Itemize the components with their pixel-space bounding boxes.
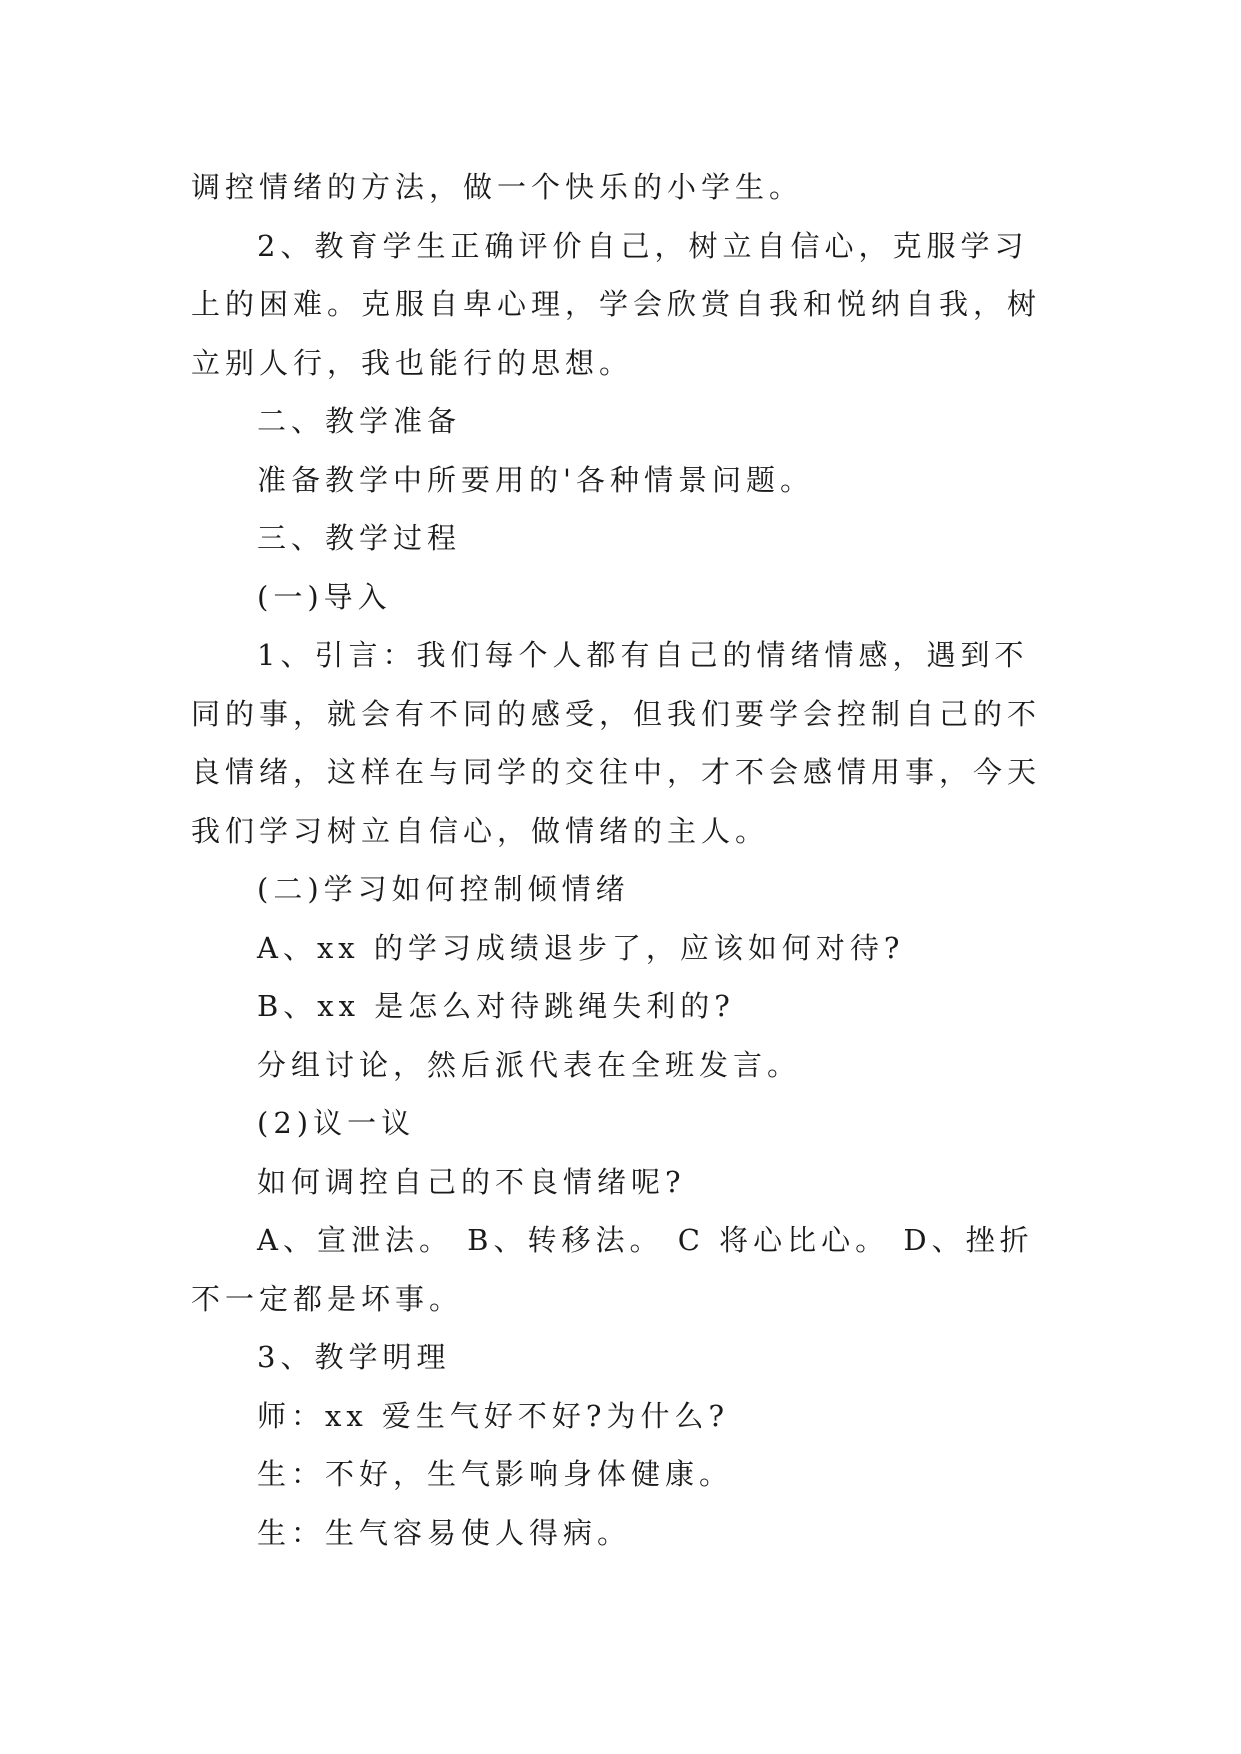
list-item: A、宣泄法。 B、转移法。 C 将心比心。 D、挫折不一定都是坏事。 <box>191 1223 1034 1316</box>
section-heading: 二、教学准备 <box>257 404 462 438</box>
list-item: B、xx 是怎么对待跳绳失利的? <box>257 989 735 1023</box>
paragraph: 准备教学中所要用的'各种情景问题。 <box>257 462 814 497</box>
subsection-heading: (一)导入 <box>257 579 392 614</box>
dialogue-line: 生：不好，生气影响身体健康。 <box>257 1457 734 1491</box>
paragraph: 分组讨论，然后派代表在全班发言。 <box>257 1047 802 1082</box>
list-item: A、xx 的学习成绩退步了，应该如何对待? <box>257 930 905 965</box>
subsection-heading: 3、教学明理 <box>257 1340 451 1374</box>
dialogue-line: 师：xx 爱生气好不好?为什么? <box>257 1398 730 1433</box>
subsection-heading: (2)议一议 <box>257 1106 416 1140</box>
paragraph: 如何调控自己的不良情绪呢? <box>257 1164 686 1199</box>
paragraph: 2、教育学生正确评价自己，树立自信心，克服学习上的困难。克服自卑心理，学会欣赏自我和悦纳自我，树立别人行，我也能行的思想。 <box>191 228 1042 380</box>
dialogue-line: 生：生气容易使人得病。 <box>257 1515 632 1550</box>
document-body <box>191 158 1057 1562</box>
subsection-heading: (二)学习如何控制倾情绪 <box>257 872 630 906</box>
section-heading: 三、教学过程 <box>257 521 462 555</box>
paragraph: 调控情绪的方法，做一个快乐的小学生。 <box>191 170 804 204</box>
paragraph: 1、引言：我们每个人都有自己的情绪情感，遇到不同的事，就会有不同的感受，但我们要学会控制自己的不良情绪，这样在与同学的交往中，才不会感情用事，今天我们学习树立自信心，做情绪的主人。 <box>191 638 1042 848</box>
